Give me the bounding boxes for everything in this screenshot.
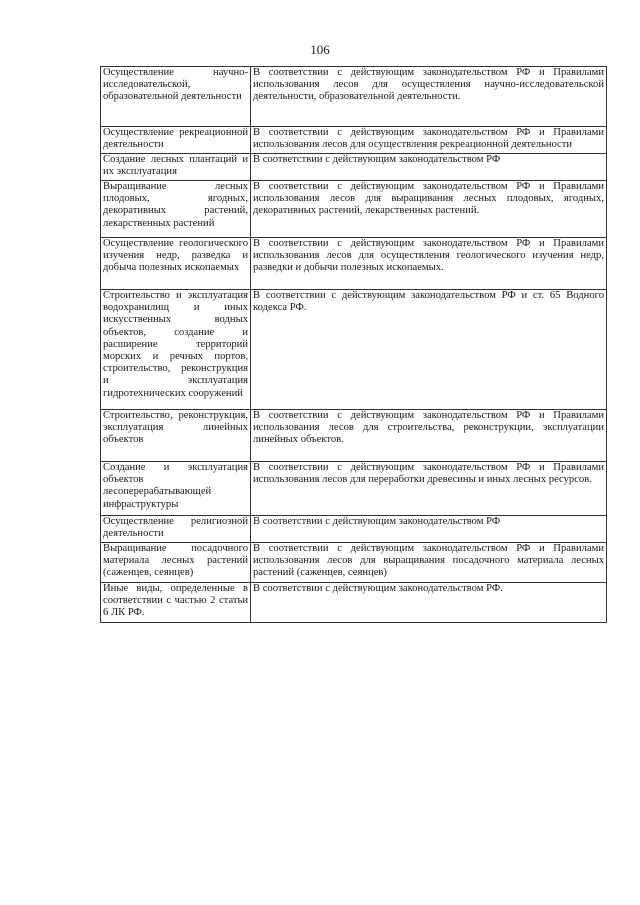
page-number: 106 [310, 42, 330, 57]
legal-basis-cell: В соответствии с действующим законодательством РФ и Правилами использования лесов для осуществления научно-исследовательской деятельности, образовательной деятельности. [251, 67, 607, 127]
forest-use-table [100, 66, 607, 623]
legal-basis-cell: В соответствии с действующим законодательством РФ и Правилами использования лесов для выращивания посадочного материала лесных растений (саженцев, сеянцев) [251, 543, 607, 583]
use-type-cell: Строительство, реконструкция, эксплуатация линейных объектов [101, 410, 251, 462]
legal-basis-cell: В соответствии с действующим законодательством РФ и Правилами использования лесов для осуществления геологического изучения недр, разведки и добычи полезных ископаемых. [251, 238, 607, 290]
use-type-cell: Создание и эксплуатация объектов лесоперерабатывающей инфраструктуры [101, 462, 251, 516]
use-type-cell: Осуществление религиозной деятельности [101, 516, 251, 543]
table-row [101, 181, 607, 238]
legal-basis-cell: В соответствии с действующим законодательством РФ и Правилами использования лесов для осуществления рекреационной деятельности [251, 127, 607, 154]
table-row [101, 410, 607, 462]
table-row [101, 290, 607, 410]
table-row [101, 516, 607, 543]
use-type-cell: Выращивание посадочного материала лесных растений (саженцев, сеянцев) [101, 543, 251, 583]
use-type-cell: Строительство и эксплуатация водохранилищ и иных искусственных водных объектов, создание и расширение территорий морских и речных портов, строительство, реконструкция и эксплуатация гидротехнических сооружений [101, 290, 251, 410]
use-type-cell: Осуществление научно-исследовательской, образовательной деятельности [101, 67, 251, 127]
table-row [101, 127, 607, 154]
use-type-cell: Выращивание лесных плодовых, ягодных, декоративных растений, лекарственных растений [101, 181, 251, 238]
use-type-cell: Осуществление рекреационной деятельности [101, 127, 251, 154]
legal-basis-cell: В соответствии с действующим законодательством РФ и Правилами использования лесов для выращивания лесных плодовых, ягодных, декоративных растений, лекарственных растений. [251, 181, 607, 238]
table-row [101, 583, 607, 623]
legal-basis-cell: В соответствии с действующим законодательством РФ и ст. 65 Водного кодекса РФ. [251, 290, 607, 410]
use-type-cell: Осуществление геологического изучения недр, разведка и добыча полезных ископаемых [101, 238, 251, 290]
table-row [101, 154, 607, 181]
legal-basis-cell: В соответствии с действующим законодательством РФ [251, 516, 607, 543]
table-row [101, 238, 607, 290]
use-type-cell: Иные виды, определенные в соответствии с частью 2 статьи 6 ЛК РФ. [101, 583, 251, 623]
legal-basis-cell: В соответствии с действующим законодательством РФ и Правилами использования лесов для переработки древесины и иных лесных ресурсов. [251, 462, 607, 516]
table-row [101, 543, 607, 583]
legal-basis-cell: В соответствии с действующим законодательством РФ [251, 154, 607, 181]
table-row [101, 462, 607, 516]
table-row [101, 67, 607, 127]
legal-basis-cell: В соответствии с действующим законодательством РФ. [251, 583, 607, 623]
legal-basis-cell: В соответствии с действующим законодательством РФ и Правилами использования лесов для строительства, реконструкции, эксплуатации линейных объектов. [251, 410, 607, 462]
use-type-cell: Создание лесных плантаций и их эксплуатация [101, 154, 251, 181]
